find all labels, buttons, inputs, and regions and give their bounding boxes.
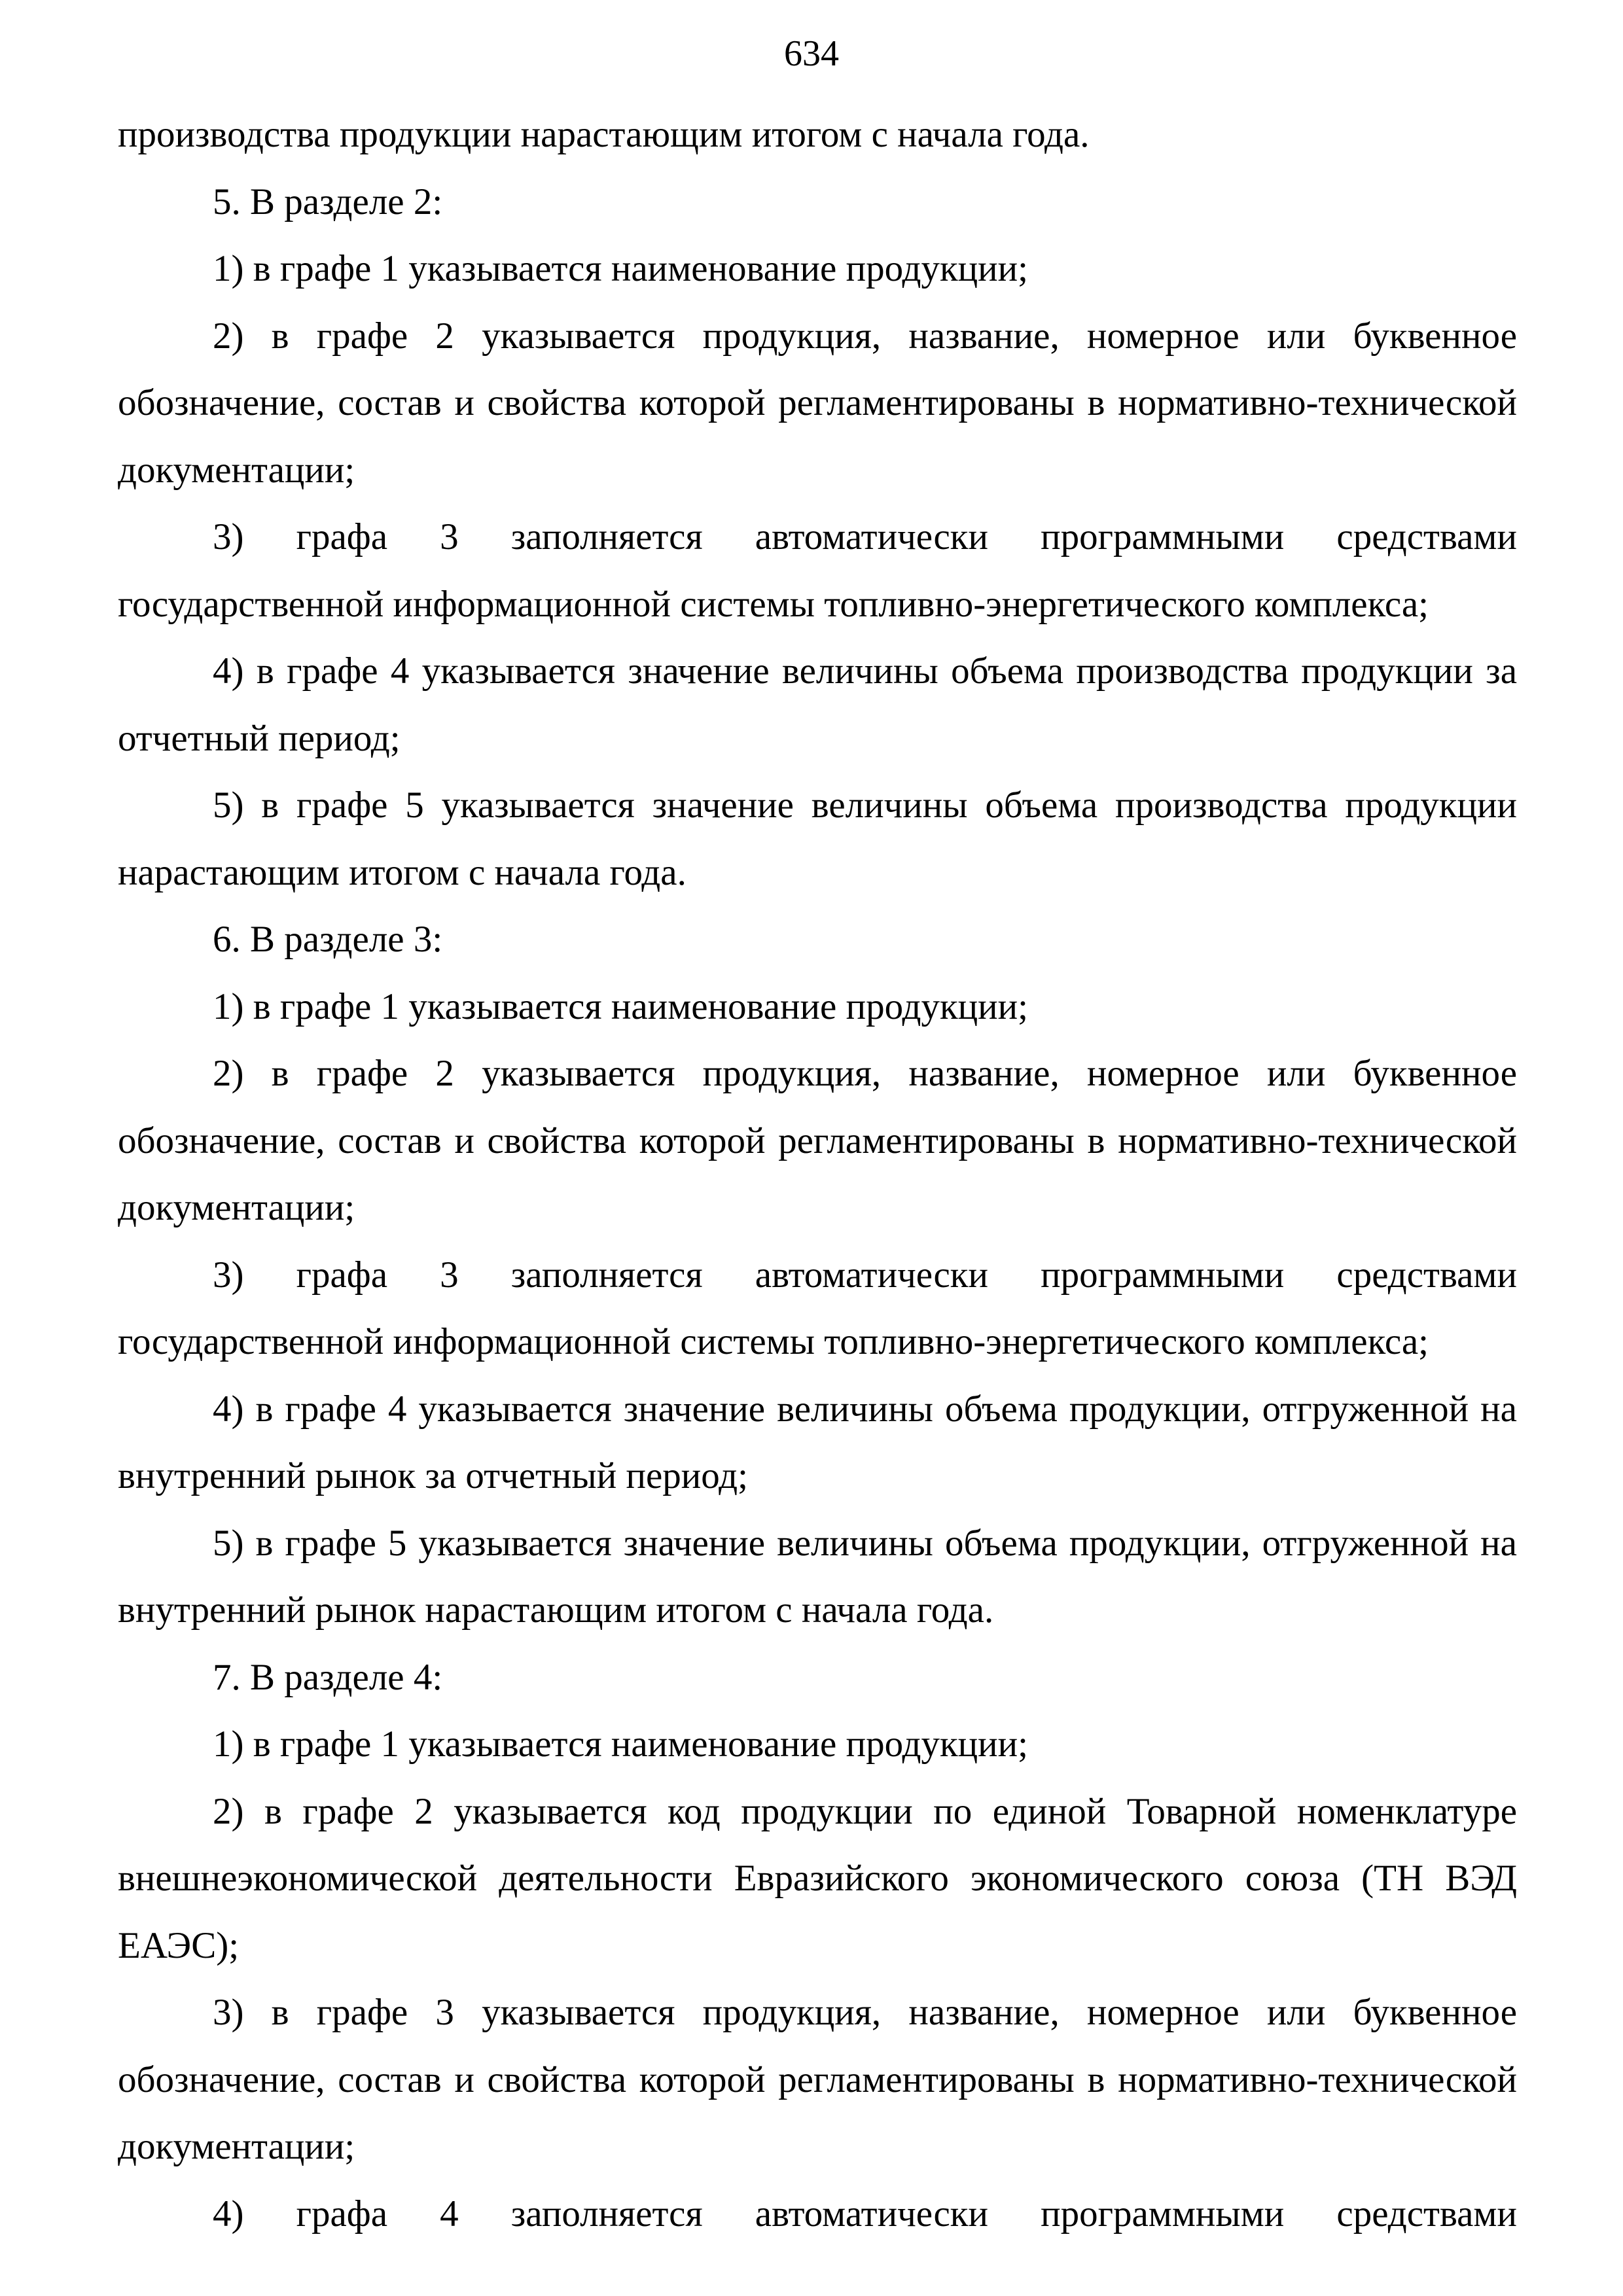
paragraph: 5) в графе 5 указывается значение величины объема продукции, отгруженной на внутренний рынок нарастающим итогом с начала года.: [118, 1522, 1517, 1631]
paragraph: 1) в графе 1 указывается наименование продукции;: [213, 985, 1028, 1027]
paragraph: 4) в графе 4 указывается значение величины объема продукции, отгруженной на внутренний рынок за отчетный период;: [118, 1388, 1517, 1496]
page-number: 634: [784, 33, 839, 74]
paragraph: 5. В разделе 2:: [213, 181, 443, 222]
paragraph: 3) графа 3 заполняется автоматически программными средствами государственной информационной системы топливно-энергетического комплекса;: [118, 1254, 1517, 1362]
paragraph: 1) в графе 1 указывается наименование продукции;: [213, 248, 1028, 289]
paragraph: 7. В разделе 4:: [213, 1656, 443, 1698]
paragraph: 2) в графе 2 указывается продукция, название, номерное или буквенное обозначение, состав и свойства которой регламентированы в нормативно-технической документации;: [118, 1053, 1517, 1228]
document-body: [118, 101, 1517, 2248]
paragraph: 3) графа 3 заполняется автоматически программными средствами государственной информационной системы топливно-энергетического комплекса;: [118, 516, 1517, 625]
paragraph: 3) в графе 3 указывается продукция, название, номерное или буквенное обозначение, состав и свойства которой регламентированы в нормативно-технической документации;: [118, 1992, 1517, 2167]
paragraph: 1) в графе 1 указывается наименование продукции;: [213, 1723, 1028, 1765]
paragraph: 2) в графе 2 указывается код продукции по единой Товарной номенклатуре внешнеэкономической деятельности Евразийского экономического союза (ТН ВЭД ЕАЭС);: [118, 1790, 1517, 1966]
paragraph: 6. В разделе 3:: [213, 919, 443, 960]
paragraph: 2) в графе 2 указывается продукция, название, номерное или буквенное обозначение, состав и свойства которой регламентированы в нормативно-технической документации;: [118, 315, 1517, 491]
paragraph: 4) в графе 4 указывается значение величины объема производства продукции за отчетный период;: [118, 650, 1517, 759]
paragraph: производства продукции нарастающим итогом с начала года.: [118, 114, 1090, 155]
paragraph: 4) графа 4 заполняется автоматически программными средствами: [213, 2193, 1517, 2234]
paragraph: 5) в графе 5 указывается значение величины объема производства продукции нарастающим итогом с начала года.: [118, 785, 1517, 893]
